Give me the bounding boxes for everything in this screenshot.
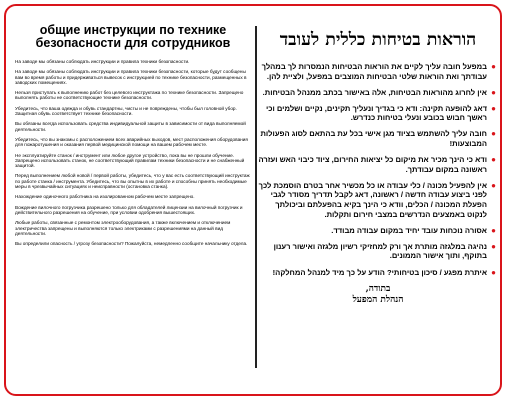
red-bullet-icon: ● — [491, 241, 496, 251]
russian-instruction-item: Убедитесь, что вы знакомы с расположением всех аварийных выходов, мест расположения оборудования для пожаротушения и оказания первой медицинской помощи на вашем рабочем месте. — [15, 136, 248, 148]
russian-column — [12, 6, 254, 394]
red-bullet-icon: ● — [491, 155, 496, 165]
russian-instruction-item: Нельзя приступать к выполнению работ без целевого инструктажа по технике безопасности. Запрещено выполнять работы не соответствующие технике безопасности. — [15, 90, 244, 101]
hebrew-instruction-text: אין לחרוג מהוראות הבטיחות, אלה באישור בכתב ממנהל הבטיחות. — [262, 87, 487, 97]
hebrew-instruction-text: אין להפעיל מכונה / כלי עבודה או כל מכשיר אחר בטרם הוסמכת לכך לפני ביצוע עבודה חדשה / ראשונה, דאג לקבל תדריך מסודר לגבי הפעלת המכונה / הכלים, וודא כי הינך בקיא בהפעלתם וביכולתך לנקוט באמצעים הנדרשים במצבי חירום ותקלות. — [258, 180, 487, 219]
russian-instruction-item: Убедитесь, что ваша одежда и обувь стандартны, чисты и не повреждены, чтобы был головной убор. Защитная обувь соответствует технике безопасности. — [15, 105, 237, 117]
hebrew-instruction-item — [258, 268, 496, 278]
hebrew-instruction-item — [258, 242, 496, 261]
hebrew-instruction-text: ודא כי הינך מכיר את מיקום כל יציאות החירום, ציוד כיבוי האש ועזרה ראשונה במקום עבודתך. — [258, 155, 487, 174]
safety-sign — [4, 4, 502, 396]
signature-thanks: בתודה, — [365, 283, 391, 294]
hebrew-title: הוראות בטיחות כללית לעובד — [279, 30, 477, 50]
russian-instruction-item: Вы определили опасность / угрозу безопасности? Пожалуйста, немедленно сообщите начальнику отдела. — [15, 241, 248, 247]
signature-management: הנהלת המפעל — [352, 294, 404, 305]
red-bullet-icon: ● — [491, 267, 496, 277]
signature-block — [258, 284, 498, 306]
red-bullet-icon: ● — [491, 103, 496, 113]
column-divider — [255, 26, 257, 368]
russian-instruction-item: Перед выполнением любой новой / первой работы, убедитесь, что у вас есть соответствующий инструктаж по работе станка / инструмента. Убедитесь, что вы опытны в их работе и способны принять необходимые меры в чрезвычайных ситуациях и неисправности (остановка станка). — [15, 173, 250, 190]
hebrew-instruction-item — [258, 226, 496, 236]
hebrew-instruction-item — [258, 62, 496, 81]
hebrew-instruction-item — [258, 129, 496, 148]
russian-instruction-item: На заводе мы обязаны соблюдать инструкции и правила техники безопасности. — [15, 59, 190, 64]
russian-instruction-item: Нахождение одиночного работника на изолированном рабочем месте запрещено. — [15, 194, 195, 200]
red-bullet-icon: ● — [491, 87, 496, 97]
hebrew-instruction-text: איתרת מפגע / סיכון בטיחותי? הודע על כך מיד למנהל המחלקה! — [272, 267, 487, 277]
hebrew-instruction-item — [258, 88, 496, 98]
red-bullet-icon: ● — [491, 180, 496, 190]
hebrew-instruction-text: חובה עליך להשתמש בציוד מגן אישי בכל עת בהתאם לסוג הפעולות המבוצעות! — [260, 129, 487, 149]
russian-instruction-item: Любые работы, связанные с ремонтом электрооборудования, а также включением и отключением электричества запрещены и выполняются только электриками с разрешениями на данный вид деятельности. — [15, 220, 231, 236]
russian-instruction-item: На заводе мы обязаны соблюдать инструкции и правила техники безопасности, которые будут сообщены вам во время работы и придерживаться вывесок с инструкцией по технике безопасности, размещенных в заводских помещениях. — [15, 69, 247, 85]
hebrew-instruction-item — [258, 181, 496, 219]
hebrew-instruction-text: נהיגה במלגזה מותרת אך ורק למחזיקי רשיון מלגזה ואישור רענון בתוקף, ותוך אישור הממונים. — [273, 241, 487, 261]
red-bullet-icon: ● — [491, 225, 496, 235]
russian-instruction-item: Вы обязаны всегда использовать средства индивидуальной защиты в зависимости от вида выполняемой деятельности. — [15, 121, 246, 132]
russian-instruction-item: Не эксплуатируйте станок / инструмент или любое другое устройство, пока вы не прошли обучение. Запрещено использовать станок, не соответствующий правилам техники безопасности и не снабженный защитой. — [15, 152, 245, 169]
russian-title: общие инструкции по технике безопасности для сотрудников — [35, 23, 231, 50]
red-bullet-icon: ● — [491, 129, 496, 139]
hebrew-instruction-text: דאג להופעה תקינה: ודא כי בגדיך ונעליך תקינים, נקיים ושלמים וכי ראשך חבוש בכובע ונעלי בטיחות כנדרש. — [265, 103, 487, 123]
red-bullet-icon: ● — [491, 62, 496, 71]
hebrew-column — [258, 6, 498, 394]
hebrew-instructions-list — [258, 62, 498, 277]
russian-instruction-item: Вождение вилочного погрузчика разрешено только для обладателей лицензии на вилочный погрузчик и действительного разрешения на обучение, при условии одобрения вышестоящих. — [15, 204, 243, 215]
russian-instructions-list — [12, 59, 254, 246]
hebrew-instruction-text: אסורה נוכחות עובד יחיד במקום עבודה מבודד. — [331, 225, 487, 235]
hebrew-instruction-item — [258, 104, 496, 123]
hebrew-instruction-text: במפעל חובה עליך לקיים את הוראות הבטיחות הנמסרות לך במהלך עבודתך ואת הוראות שלטי הבטיחות המוצבים במפעל, ולציית להן. — [261, 62, 487, 81]
hebrew-instruction-item — [258, 155, 496, 174]
